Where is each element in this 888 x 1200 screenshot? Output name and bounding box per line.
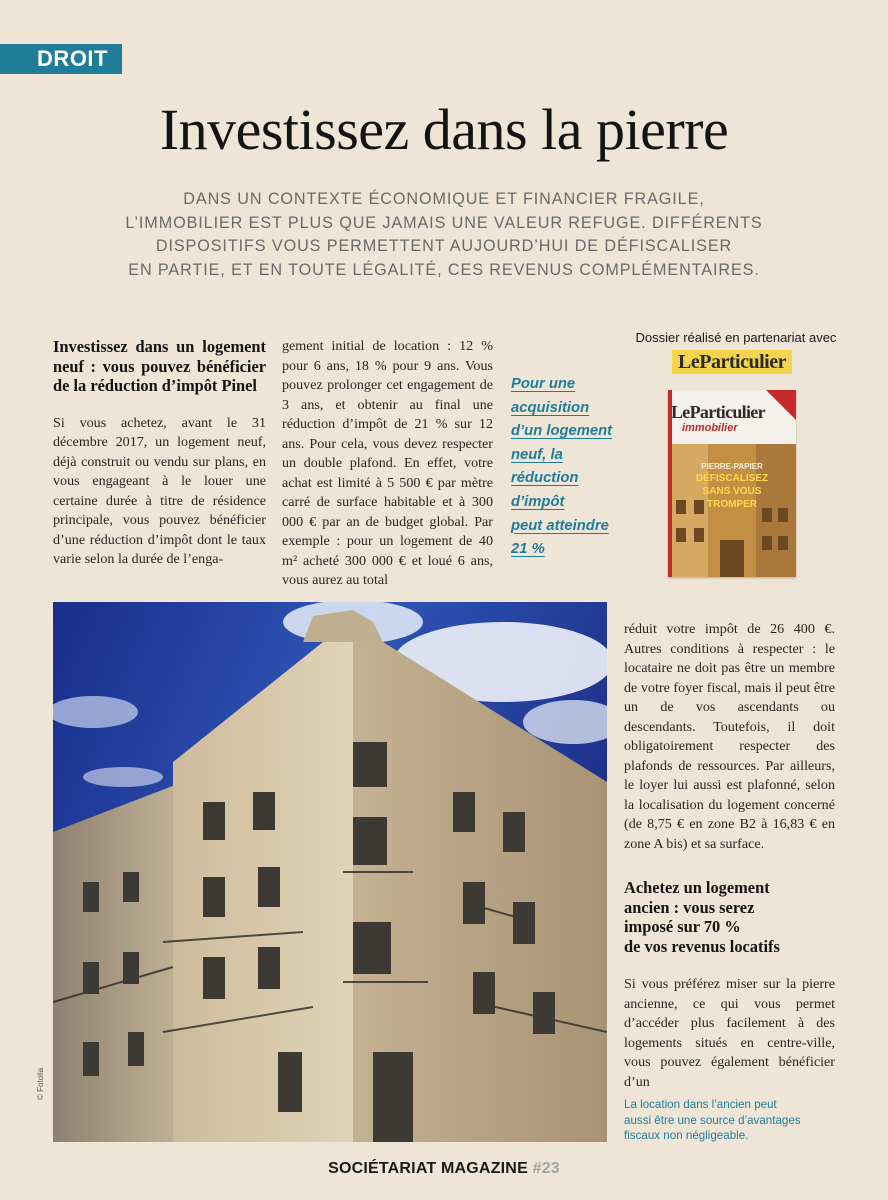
page-footer xyxy=(0,1160,888,1178)
intro-line: DISPOSITIFS VOUS PERMETTENT AUJOURD’HUI DE DÉFISCALISER xyxy=(155,237,733,255)
cover-headline: SANS VOUS xyxy=(702,486,762,497)
pull-quote-line: réduction xyxy=(511,470,579,487)
partner-logo: LeParticulier xyxy=(672,350,792,374)
article-column-3 xyxy=(624,620,835,1092)
cover-logo: LeParticulier xyxy=(671,402,765,422)
cover-headline: TROMPER xyxy=(707,499,757,510)
body-text: réduit votre impôt de 26 400 €. Autres conditions à respecter : le locataire ne doit pas être un membre de votre foyer fiscal, mais il peut être un de vos ascendants ou descendants. Toutefois, il doit obligatoirement respecter des plafonds de ressources. Par ailleurs, le loyer lui aussi est plafonné, selon la localisation du logement concerné (de 8,75 € en zone B2 à 16,83 € en zone A bis) et sa surface. xyxy=(624,621,835,852)
pull-quote-line: 21 % xyxy=(511,541,545,558)
caption-line: La location dans l’ancien peut xyxy=(624,1098,777,1111)
pull-quote-line: d’impôt xyxy=(511,493,565,510)
cover-kicker: PIERRE-PAPIER xyxy=(701,462,763,471)
pull-quote-line: Pour une xyxy=(511,376,576,392)
photo-credit: © Fotolia xyxy=(36,1067,45,1100)
heading-line: ancien : vous serez xyxy=(624,897,755,917)
section-heading-pinel: Investissez dans un logement neuf : vous pouvez bénéficier de la réduction d’impôt Pinel xyxy=(53,337,266,395)
cover-corner-flash xyxy=(766,390,796,420)
pull-quote-line: peut atteindre xyxy=(511,517,609,534)
body-text: Si vous préférez miser sur la pierre ancienne, ce qui vous permet d’accéder plus facilement à des logements situés en centre-ville, vous pouvez également bénéficier d’un xyxy=(624,976,835,1090)
article-column-2 xyxy=(282,337,493,591)
photo-caption xyxy=(624,1097,864,1144)
intro-line: DANS UN CONTEXTE ÉCONOMIQUE ET FINANCIER FRAGILE, xyxy=(183,190,705,208)
body-text: Si vous achetez, avant le 31 décembre 2017, un logement neuf, déjà construit ou vendu sur plans, en vous engageant à le louer une certaine durée à titre de résidence principale, vous pouvez bénéficier d’une réduction d’impôt dont le taux varie selon la durée de l’enga- xyxy=(53,414,266,567)
caption-line: fiscaux non négligeable. xyxy=(624,1129,749,1142)
article-column-1 xyxy=(53,337,266,570)
magazine-cover-image xyxy=(668,390,796,577)
pull-quote xyxy=(511,373,621,562)
page-title: Investissez dans la pierre xyxy=(159,97,729,162)
cover-logo-sub: immobilier xyxy=(682,422,738,434)
section-heading-ancien xyxy=(624,878,835,956)
section-tag: DROIT xyxy=(0,44,122,74)
body-text: gement initial de location : 12 % pour 6 ans, 18 % pour 9 ans. Vous pouvez prolonger cet engagement de 3 ans, et obtenir au final une réduction d’impôt de 21 % sur 12 ans. Pour cela, vous devez respecter un double plafond. En effet, votre achat est limité à 5 500 € par mètre carré de surface habitable et à 300 000 € par an de budget global. Par exemple : pour un logement de 40 m² acheté 300 000 € et loué 6 ans, vous aurez au total xyxy=(282,338,493,588)
intro-line: EN PARTIE, ET EN TOUTE LÉGALITÉ, CES REVENUS COMPLÉMENTAIRES. xyxy=(128,260,760,279)
magazine-name: SOCIÉTARIAT MAGAZINE xyxy=(328,1160,528,1177)
intro-paragraph xyxy=(110,188,778,282)
partner-label: Dossier réalisé en partenariat avec xyxy=(635,330,837,345)
heading-line: imposé sur 70 % xyxy=(624,917,741,936)
pull-quote-line: acquisition xyxy=(511,399,590,416)
pull-quote-line: d’un logement xyxy=(511,423,613,440)
intro-line: L’IMMOBILIER EST PLUS QUE JAMAIS UNE VALEUR REFUGE. DIFFÉRENTS xyxy=(125,213,763,232)
heading-line: Achetez un logement xyxy=(624,878,770,897)
pull-quote-line: neuf, la xyxy=(511,446,563,463)
heading-line: de vos revenus locatifs xyxy=(624,936,780,956)
building-photo xyxy=(53,602,607,1142)
issue-number: #23 xyxy=(532,1160,560,1177)
caption-line: aussi être une source d’avantages xyxy=(624,1113,801,1127)
cover-headline: DÉFISCALISEZ xyxy=(695,473,769,484)
